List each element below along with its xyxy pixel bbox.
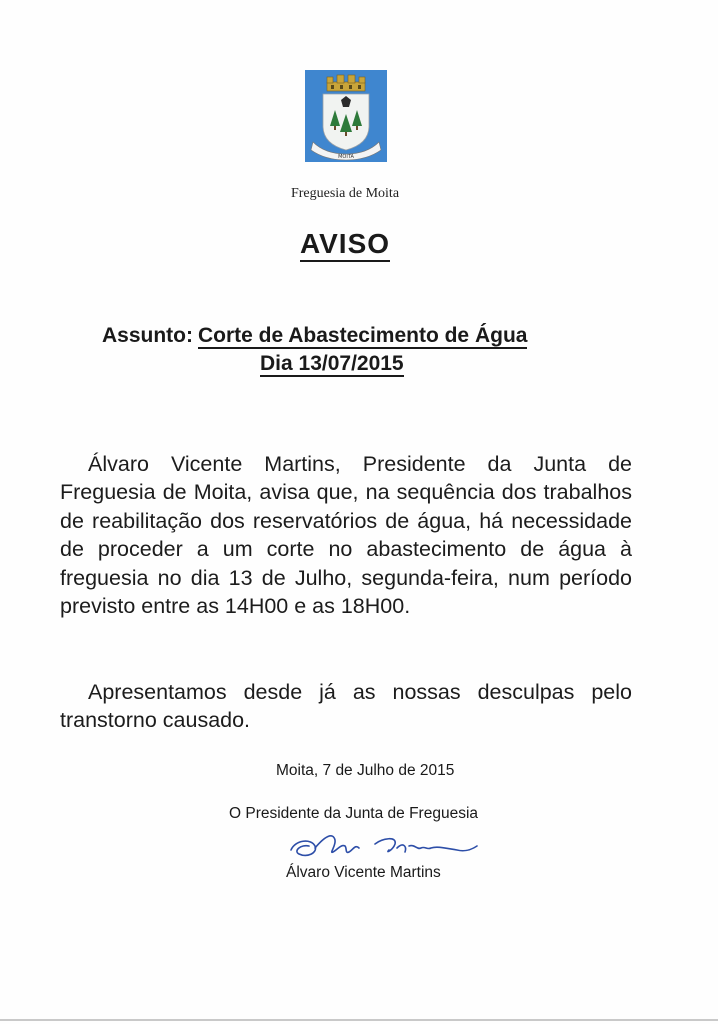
parish-name: Freguesia de Moita [290, 186, 400, 201]
signer-name: Álvaro Vicente Martins [286, 864, 441, 881]
notice-title-text: AVISO [300, 228, 390, 262]
crest-banner-text: MOITA [338, 154, 354, 160]
subject-date-line [260, 352, 404, 376]
body-paragraph-1: Álvaro Vicente Martins, Presidente da Junta de Freguesia de Moita, avisa que, na sequência dos trabalhos de reabilitação dos reservatórios de água, há necessidade de proceder a um corte no abastecimento de água à freguesia no dia 13 de Julho, segunda-feira, num período previsto entre as 14H00 e as 18H00. [60, 451, 632, 618]
subject-line [102, 324, 527, 348]
page-edge-divider [0, 1019, 718, 1021]
signer-title: O Presidente da Junta de Freguesia [229, 805, 479, 822]
body-paragraph-2: Apresentamos desde já as nossas desculpas pelo transtorno causado. [60, 679, 632, 732]
notice-title [0, 228, 690, 260]
parish-coat-of-arms-icon [305, 70, 387, 162]
subject-label: Assunto: [102, 324, 193, 347]
subject-date: Dia 13/07/2015 [260, 352, 404, 375]
place-date: Moita, 7 de Julho de 2015 [276, 762, 455, 779]
subject-value: Corte de Abastecimento de Água [198, 324, 528, 347]
